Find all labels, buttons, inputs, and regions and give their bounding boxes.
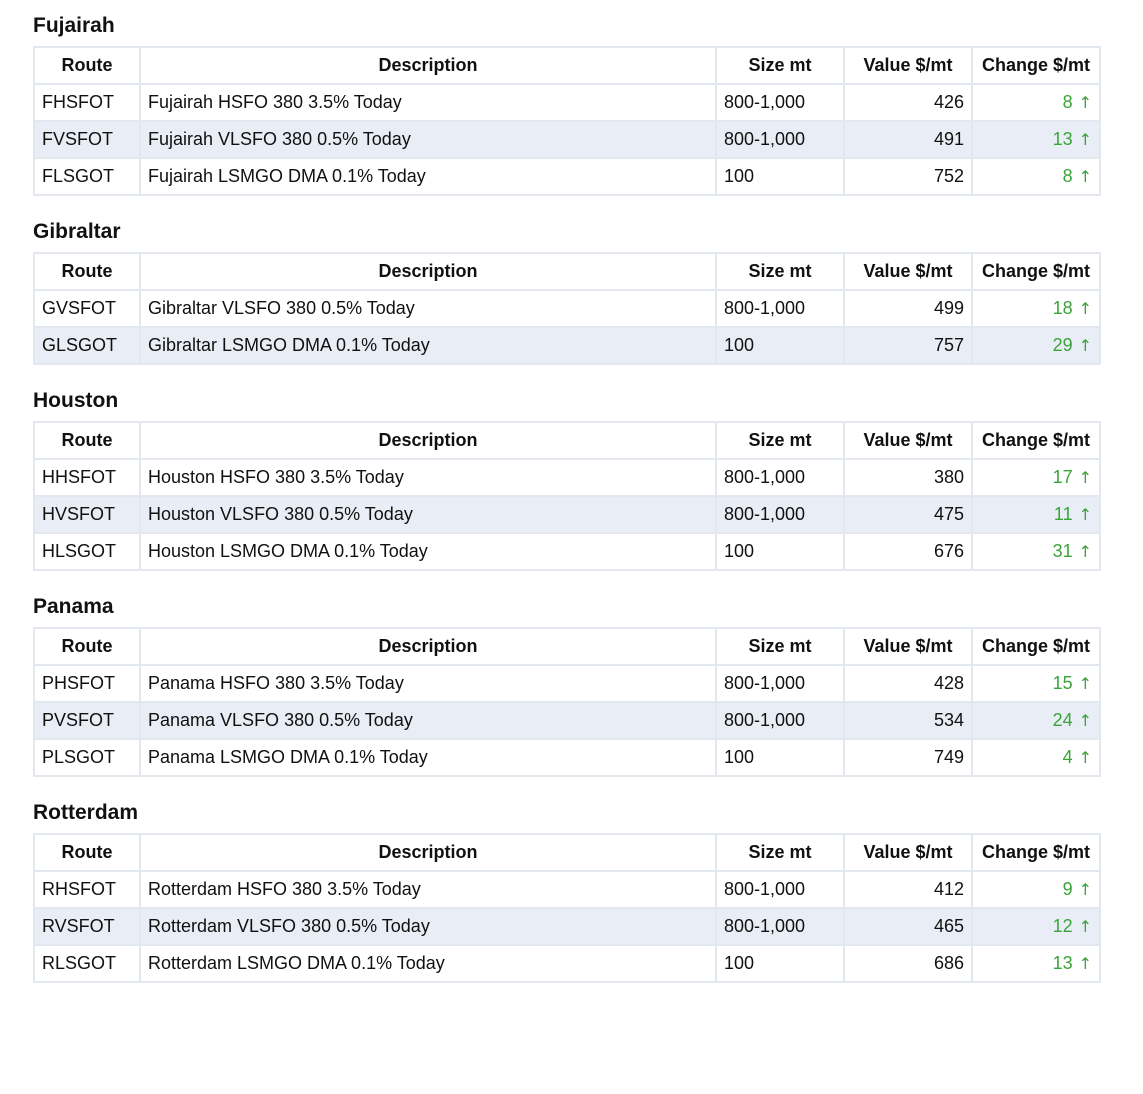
route-description: Fujairah HSFO 380 3.5% Today [140, 84, 716, 121]
table-row [34, 908, 1100, 945]
change-cell [972, 459, 1100, 496]
column-header-size: Size mt [716, 628, 844, 665]
change-cell [972, 702, 1100, 739]
value-cell: 534 [844, 702, 972, 739]
route-description: Rotterdam HSFO 380 3.5% Today [140, 871, 716, 908]
table-row [34, 459, 1100, 496]
up-arrow-icon: ↑ [1078, 954, 1092, 973]
column-header-change: Change $/mt [972, 422, 1100, 459]
size-cell: 800-1,000 [716, 665, 844, 702]
up-arrow-icon: ↑ [1078, 748, 1092, 767]
column-header-size: Size mt [716, 253, 844, 290]
up-arrow-icon: ↑ [1078, 917, 1092, 936]
value-cell: 380 [844, 459, 972, 496]
section-title: Fujairah [33, 14, 115, 37]
change-value: 12 [1052, 916, 1073, 936]
section-title: Panama [33, 595, 114, 618]
change-cell [972, 290, 1100, 327]
prices-table [33, 421, 1101, 571]
change-value: 8 [1062, 166, 1073, 186]
change-value: 29 [1052, 335, 1073, 355]
value-cell: 752 [844, 158, 972, 195]
prices-table [33, 252, 1101, 365]
route-description: Houston LSMGO DMA 0.1% Today [140, 533, 716, 570]
route-description: Rotterdam LSMGO DMA 0.1% Today [140, 945, 716, 982]
header-row [34, 834, 1100, 871]
route-code: GVSFOT [34, 290, 140, 327]
route-code: PHSFOT [34, 665, 140, 702]
size-cell: 800-1,000 [716, 496, 844, 533]
section-title: Rotterdam [33, 801, 139, 824]
section-rotterdam [33, 799, 1099, 983]
column-header-route: Route [34, 628, 140, 665]
value-cell: 465 [844, 908, 972, 945]
column-header-value: Value $/mt [844, 628, 972, 665]
route-code: HLSGOT [34, 533, 140, 570]
size-cell: 800-1,000 [716, 84, 844, 121]
change-cell [972, 496, 1100, 533]
route-code: FVSFOT [34, 121, 140, 158]
column-header-change: Change $/mt [972, 47, 1100, 84]
table-row [34, 945, 1100, 982]
table-row [34, 739, 1100, 776]
route-code: FLSGOT [34, 158, 140, 195]
column-header-description: Description [140, 628, 716, 665]
route-code: PVSFOT [34, 702, 140, 739]
column-header-value: Value $/mt [844, 253, 972, 290]
table-row [34, 158, 1100, 195]
column-header-size: Size mt [716, 422, 844, 459]
header-row [34, 47, 1100, 84]
change-value: 8 [1062, 92, 1073, 112]
change-cell [972, 327, 1100, 364]
column-header-change: Change $/mt [972, 834, 1100, 871]
change-value: 24 [1052, 710, 1073, 730]
change-value: 17 [1052, 467, 1073, 487]
change-cell [972, 158, 1100, 195]
up-arrow-icon: ↑ [1078, 299, 1092, 318]
section-fujairah [33, 12, 1099, 196]
column-header-value: Value $/mt [844, 422, 972, 459]
table-row [34, 290, 1100, 327]
column-header-route: Route [34, 422, 140, 459]
up-arrow-icon: ↑ [1078, 674, 1092, 693]
value-cell: 757 [844, 327, 972, 364]
size-cell: 100 [716, 945, 844, 982]
route-code: RVSFOT [34, 908, 140, 945]
column-header-change: Change $/mt [972, 253, 1100, 290]
column-header-description: Description [140, 834, 716, 871]
table-row [34, 327, 1100, 364]
section-title: Houston [33, 389, 119, 412]
table-row [34, 496, 1100, 533]
column-header-route: Route [34, 834, 140, 871]
route-code: GLSGOT [34, 327, 140, 364]
column-header-route: Route [34, 253, 140, 290]
route-description: Panama VLSFO 380 0.5% Today [140, 702, 716, 739]
route-code: HHSFOT [34, 459, 140, 496]
change-value: 11 [1053, 504, 1073, 524]
change-cell [972, 739, 1100, 776]
route-description: Houston VLSFO 380 0.5% Today [140, 496, 716, 533]
up-arrow-icon: ↑ [1078, 336, 1092, 355]
column-header-size: Size mt [716, 47, 844, 84]
route-description: Gibraltar VLSFO 380 0.5% Today [140, 290, 716, 327]
size-cell: 100 [716, 533, 844, 570]
route-description: Rotterdam VLSFO 380 0.5% Today [140, 908, 716, 945]
column-header-change: Change $/mt [972, 628, 1100, 665]
change-cell [972, 84, 1100, 121]
change-value: 4 [1062, 747, 1073, 767]
table-row [34, 121, 1100, 158]
value-cell: 428 [844, 665, 972, 702]
section-houston [33, 387, 1099, 571]
route-description: Houston HSFO 380 3.5% Today [140, 459, 716, 496]
table-row [34, 84, 1100, 121]
value-cell: 499 [844, 290, 972, 327]
change-cell [972, 121, 1100, 158]
route-code: FHSFOT [34, 84, 140, 121]
change-value: 9 [1062, 879, 1073, 899]
route-code: HVSFOT [34, 496, 140, 533]
size-cell: 800-1,000 [716, 908, 844, 945]
route-description: Gibraltar LSMGO DMA 0.1% Today [140, 327, 716, 364]
change-value: 31 [1052, 541, 1073, 561]
route-description: Panama LSMGO DMA 0.1% Today [140, 739, 716, 776]
size-cell: 800-1,000 [716, 871, 844, 908]
column-header-description: Description [140, 47, 716, 84]
up-arrow-icon: ↑ [1078, 880, 1092, 899]
table-row [34, 665, 1100, 702]
header-row [34, 253, 1100, 290]
prices-table [33, 627, 1101, 777]
change-value: 18 [1052, 298, 1073, 318]
table-row [34, 533, 1100, 570]
section-gibraltar [33, 218, 1099, 365]
up-arrow-icon: ↑ [1078, 468, 1092, 487]
change-value: 13 [1052, 953, 1073, 973]
column-header-value: Value $/mt [844, 834, 972, 871]
up-arrow-icon: ↑ [1078, 167, 1092, 186]
size-cell: 800-1,000 [716, 459, 844, 496]
value-cell: 686 [844, 945, 972, 982]
value-cell: 749 [844, 739, 972, 776]
change-cell [972, 945, 1100, 982]
header-row [34, 628, 1100, 665]
value-cell: 475 [844, 496, 972, 533]
size-cell: 100 [716, 158, 844, 195]
route-code: RHSFOT [34, 871, 140, 908]
up-arrow-icon: ↑ [1078, 542, 1092, 561]
section-title: Gibraltar [33, 220, 121, 243]
column-header-route: Route [34, 47, 140, 84]
column-header-description: Description [140, 422, 716, 459]
column-header-description: Description [140, 253, 716, 290]
route-description: Panama HSFO 380 3.5% Today [140, 665, 716, 702]
route-description: Fujairah LSMGO DMA 0.1% Today [140, 158, 716, 195]
change-cell [972, 871, 1100, 908]
change-cell [972, 665, 1100, 702]
route-description: Fujairah VLSFO 380 0.5% Today [140, 121, 716, 158]
size-cell: 100 [716, 739, 844, 776]
up-arrow-icon: ↑ [1078, 93, 1092, 112]
size-cell: 800-1,000 [716, 121, 844, 158]
column-header-size: Size mt [716, 834, 844, 871]
prices-table [33, 833, 1101, 983]
route-code: PLSGOT [34, 739, 140, 776]
change-cell [972, 533, 1100, 570]
up-arrow-icon: ↑ [1078, 505, 1092, 524]
size-cell: 100 [716, 327, 844, 364]
change-value: 15 [1052, 673, 1073, 693]
bunker-prices-page [33, 12, 1099, 1005]
value-cell: 491 [844, 121, 972, 158]
column-header-value: Value $/mt [844, 47, 972, 84]
up-arrow-icon: ↑ [1078, 130, 1092, 149]
table-row [34, 871, 1100, 908]
value-cell: 426 [844, 84, 972, 121]
change-cell [972, 908, 1100, 945]
value-cell: 412 [844, 871, 972, 908]
size-cell: 800-1,000 [716, 702, 844, 739]
route-code: RLSGOT [34, 945, 140, 982]
size-cell: 800-1,000 [716, 290, 844, 327]
up-arrow-icon: ↑ [1078, 711, 1092, 730]
header-row [34, 422, 1100, 459]
prices-table [33, 46, 1101, 196]
value-cell: 676 [844, 533, 972, 570]
table-row [34, 702, 1100, 739]
change-value: 13 [1052, 129, 1073, 149]
section-panama [33, 593, 1099, 777]
